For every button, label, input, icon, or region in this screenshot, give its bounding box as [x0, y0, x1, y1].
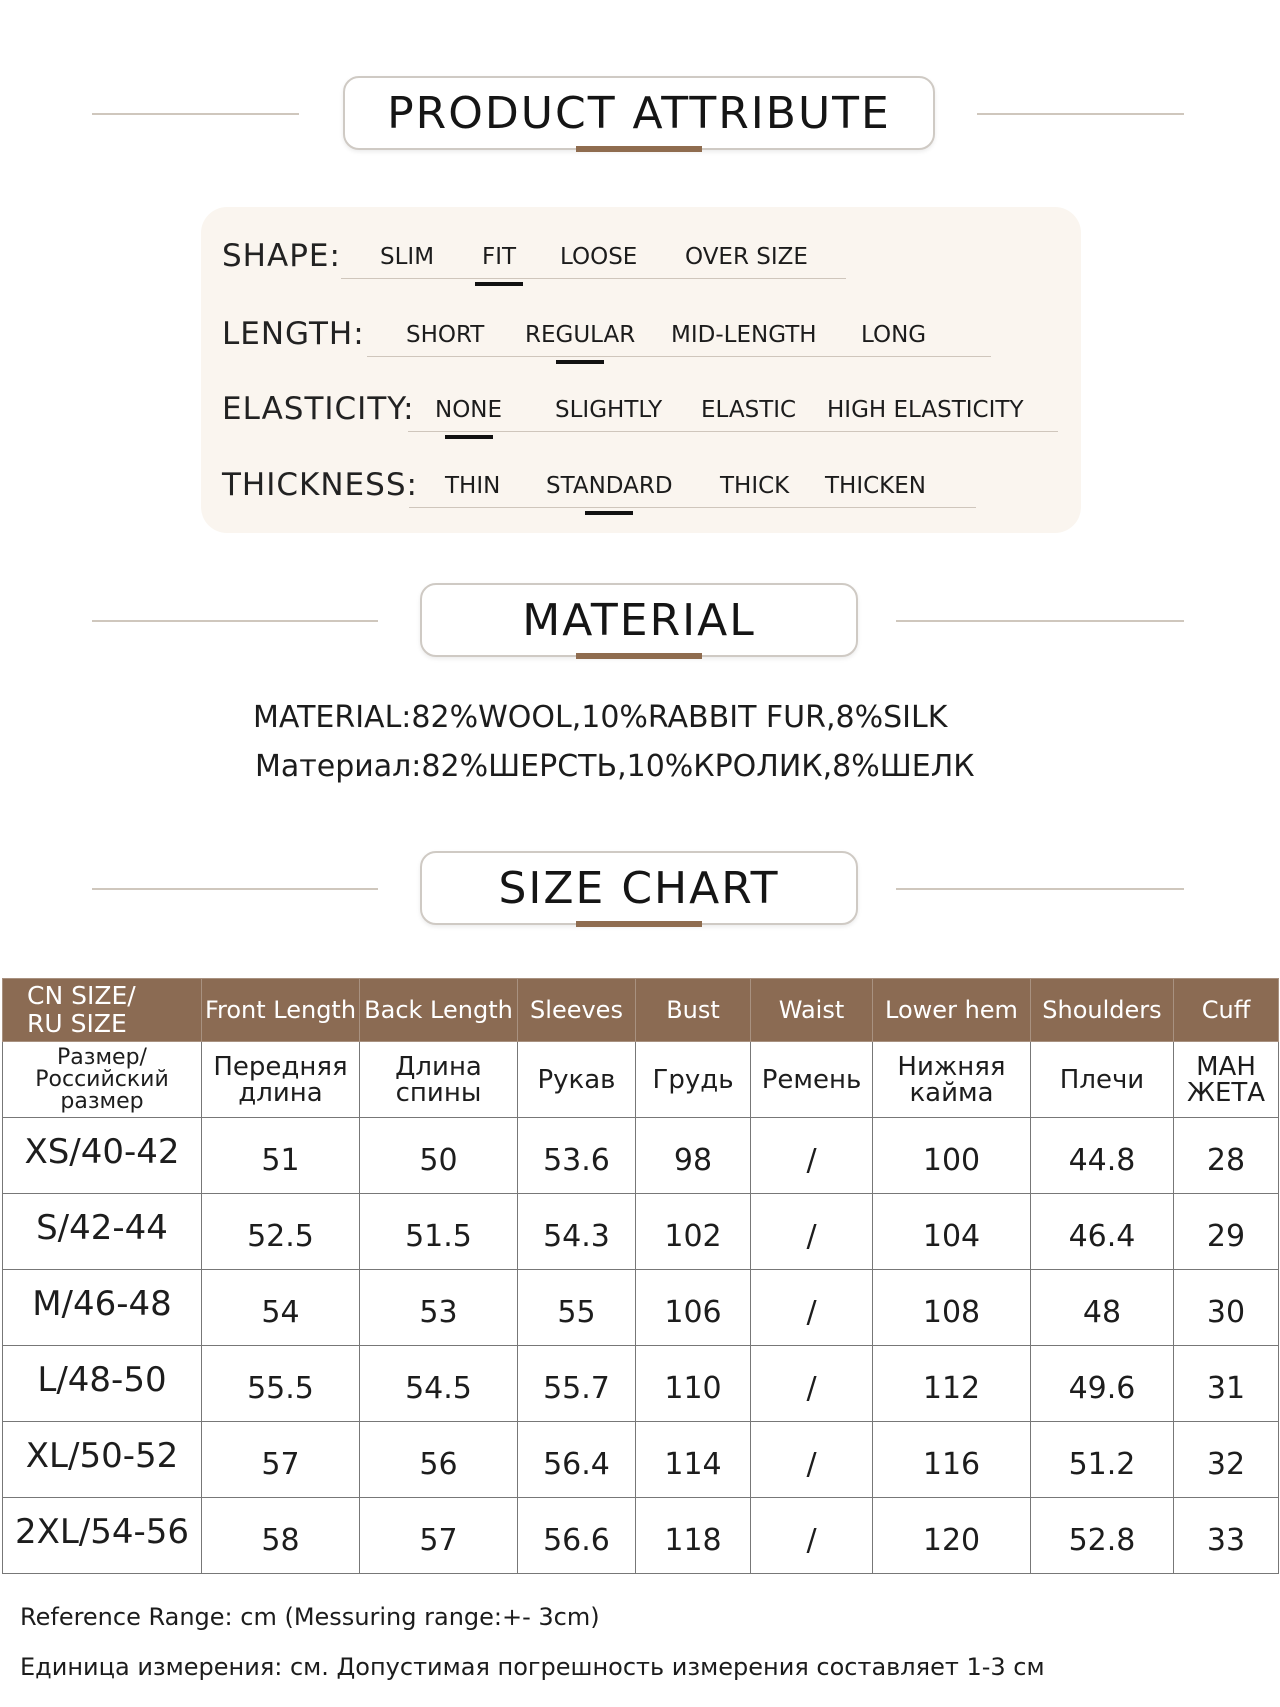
selected-marker [475, 282, 523, 286]
header-size: CN SIZE/ RU SIZE [3, 979, 202, 1042]
measurement-cell: 46.4 [1031, 1194, 1174, 1270]
material-value-en: 82%WOOL,10%RABBIT FUR,8%SILK [411, 700, 948, 735]
material-line-en [253, 700, 947, 735]
measurement-cell: 55.5 [202, 1346, 360, 1422]
header-cuff: Cuff [1174, 979, 1279, 1042]
attribute-box [201, 207, 1081, 533]
measurement-cell: 56 [360, 1422, 518, 1498]
measurement-cell: 110 [636, 1346, 751, 1422]
table-row [3, 1118, 1279, 1194]
product-attribute-heading [0, 76, 1280, 152]
selected-marker [556, 360, 604, 364]
measurement-cell: 57 [360, 1498, 518, 1574]
heading-rule-left [92, 113, 299, 115]
reference-note-en: Reference Range: cm (Messuring range:+- 3cm) [20, 1603, 600, 1631]
option-thick: THICK [720, 473, 790, 499]
table-row [3, 1498, 1279, 1574]
header-ru-cell: Грудь [636, 1042, 751, 1118]
size-chart-heading [0, 851, 1280, 927]
measurement-cell: 100 [873, 1118, 1031, 1194]
heading-accent [576, 921, 702, 927]
material-line-ru [255, 749, 975, 784]
measurement-cell: 33 [1174, 1498, 1279, 1574]
option-thicken: THICKEN [825, 473, 927, 499]
measurement-cell: 53 [360, 1270, 518, 1346]
measurement-cell: 53.6 [518, 1118, 636, 1194]
option-slightly: SLIGHTLY [555, 397, 663, 423]
measurement-cell: / [751, 1194, 873, 1270]
option-fit: FIT [482, 244, 516, 270]
option-thin: THIN [445, 473, 501, 499]
option-standard: STANDARD [546, 473, 673, 499]
attribute-underline [341, 278, 846, 279]
header-ru-cell: Ремень [751, 1042, 873, 1118]
measurement-cell: 51 [202, 1118, 360, 1194]
header-size-ru: Размер/ Российский размер [3, 1042, 202, 1118]
measurement-cell: 56.4 [518, 1422, 636, 1498]
table-row [3, 1194, 1279, 1270]
header-lower-hem: Lower hem [873, 979, 1031, 1042]
measurement-cell: 56.6 [518, 1498, 636, 1574]
measurement-cell: 52.5 [202, 1194, 360, 1270]
measurement-cell: 108 [873, 1270, 1031, 1346]
header-ru-cell: Нижняя кайма [873, 1042, 1031, 1118]
measurement-cell: 51.5 [360, 1194, 518, 1270]
header-back-length: Back Length [360, 979, 518, 1042]
attribute-label: SHAPE: [222, 238, 341, 274]
attribute-row-length [201, 306, 1081, 366]
option-short: SHORT [406, 322, 485, 348]
measurement-cell: 118 [636, 1498, 751, 1574]
table-row [3, 1422, 1279, 1498]
measurement-cell: 98 [636, 1118, 751, 1194]
measurement-cell: 104 [873, 1194, 1031, 1270]
heading-text: SIZE CHART [498, 862, 780, 914]
header-row-en [3, 979, 1279, 1042]
header-ru-cell: Длина спины [360, 1042, 518, 1118]
option-elastic: ELASTIC [701, 397, 797, 423]
measurement-cell: / [751, 1118, 873, 1194]
header-front-length: Front Length [202, 979, 360, 1042]
measurement-cell: 116 [873, 1422, 1031, 1498]
measurement-cell: / [751, 1422, 873, 1498]
option-mid-length: MID-LENGTH [671, 322, 817, 348]
heading-pill [343, 76, 935, 150]
heading-pill [420, 851, 858, 925]
heading-rule-right [977, 113, 1184, 115]
attribute-label: ELASTICITY: [222, 391, 415, 427]
measurement-cell: 102 [636, 1194, 751, 1270]
measurement-cell: 55.7 [518, 1346, 636, 1422]
material-label-en: MATERIAL: [253, 700, 412, 735]
material-label-ru: Материал: [255, 749, 422, 784]
measurement-cell: 54.5 [360, 1346, 518, 1422]
measurement-cell: 44.8 [1031, 1118, 1174, 1194]
attribute-underline [409, 507, 976, 508]
measurement-cell: 48 [1031, 1270, 1174, 1346]
attribute-row-shape [201, 228, 1081, 288]
measurement-cell: 49.6 [1031, 1346, 1174, 1422]
option-long: LONG [861, 322, 927, 348]
option-over-size: OVER SIZE [685, 244, 808, 270]
heading-accent [576, 653, 702, 659]
option-high-elasticity: HIGH ELASTICITY [827, 397, 1024, 423]
attribute-row-elasticity [201, 381, 1081, 441]
attribute-underline [408, 431, 1058, 432]
header-ru-cell: Рукав [518, 1042, 636, 1118]
attribute-underline [367, 356, 991, 357]
measurement-cell: 58 [202, 1498, 360, 1574]
heading-rule-left [92, 620, 378, 622]
size-cell: XS/40-42 [3, 1118, 202, 1194]
header-shoulders: Shoulders [1031, 979, 1174, 1042]
material-value-ru: 82%ШЕРСТЬ,10%КРОЛИК,8%ШЕЛК [421, 749, 975, 784]
material-heading [0, 583, 1280, 659]
heading-pill [420, 583, 858, 657]
option-loose: LOOSE [560, 244, 638, 270]
attribute-label: LENGTH: [222, 316, 365, 352]
size-table [2, 978, 1279, 1574]
measurement-cell: 112 [873, 1346, 1031, 1422]
measurement-cell: 55 [518, 1270, 636, 1346]
heading-rule-right [896, 888, 1184, 890]
size-cell: XL/50-52 [3, 1422, 202, 1498]
measurement-cell: 120 [873, 1498, 1031, 1574]
reference-note-ru: Единица измерения: см. Допустимая погрешность измерения составляет 1-3 см [20, 1653, 1045, 1681]
header-sleeves: Sleeves [518, 979, 636, 1042]
header-ru-cell: МАН ЖЕТА [1174, 1042, 1279, 1118]
size-cell: 2XL/54-56 [3, 1498, 202, 1574]
option-regular: REGULAR [525, 322, 635, 348]
measurement-cell: 54 [202, 1270, 360, 1346]
measurement-cell: 50 [360, 1118, 518, 1194]
measurement-cell: 30 [1174, 1270, 1279, 1346]
attribute-label: THICKNESS: [222, 467, 418, 503]
measurement-cell: 57 [202, 1422, 360, 1498]
measurement-cell: 32 [1174, 1422, 1279, 1498]
table-row [3, 1270, 1279, 1346]
attribute-row-thickness [201, 457, 1081, 517]
header-ru-cell: Плечи [1031, 1042, 1174, 1118]
heading-text: MATERIAL [522, 594, 756, 646]
header-ru-cell: Передняя длина [202, 1042, 360, 1118]
size-cell: M/46-48 [3, 1270, 202, 1346]
size-table-body [3, 1118, 1279, 1574]
header-waist: Waist [751, 979, 873, 1042]
measurement-cell: 106 [636, 1270, 751, 1346]
selected-marker [445, 435, 493, 439]
measurement-cell: / [751, 1270, 873, 1346]
heading-rule-left [92, 888, 378, 890]
measurement-cell: 51.2 [1031, 1422, 1174, 1498]
measurement-cell: 54.3 [518, 1194, 636, 1270]
measurement-cell: 28 [1174, 1118, 1279, 1194]
option-slim: SLIM [380, 244, 435, 270]
size-cell: S/42-44 [3, 1194, 202, 1270]
selected-marker [585, 511, 633, 515]
heading-rule-right [896, 620, 1184, 622]
measurement-cell: 52.8 [1031, 1498, 1174, 1574]
header-bust: Bust [636, 979, 751, 1042]
measurement-cell: 31 [1174, 1346, 1279, 1422]
option-none: NONE [435, 397, 502, 423]
measurement-cell: 29 [1174, 1194, 1279, 1270]
measurement-cell: / [751, 1498, 873, 1574]
table-row [3, 1346, 1279, 1422]
measurement-cell: / [751, 1346, 873, 1422]
measurement-cell: 114 [636, 1422, 751, 1498]
heading-accent [576, 146, 702, 152]
size-cell: L/48-50 [3, 1346, 202, 1422]
header-row-ru [3, 1042, 1279, 1118]
heading-text: PRODUCT ATTRIBUTE [387, 87, 891, 139]
